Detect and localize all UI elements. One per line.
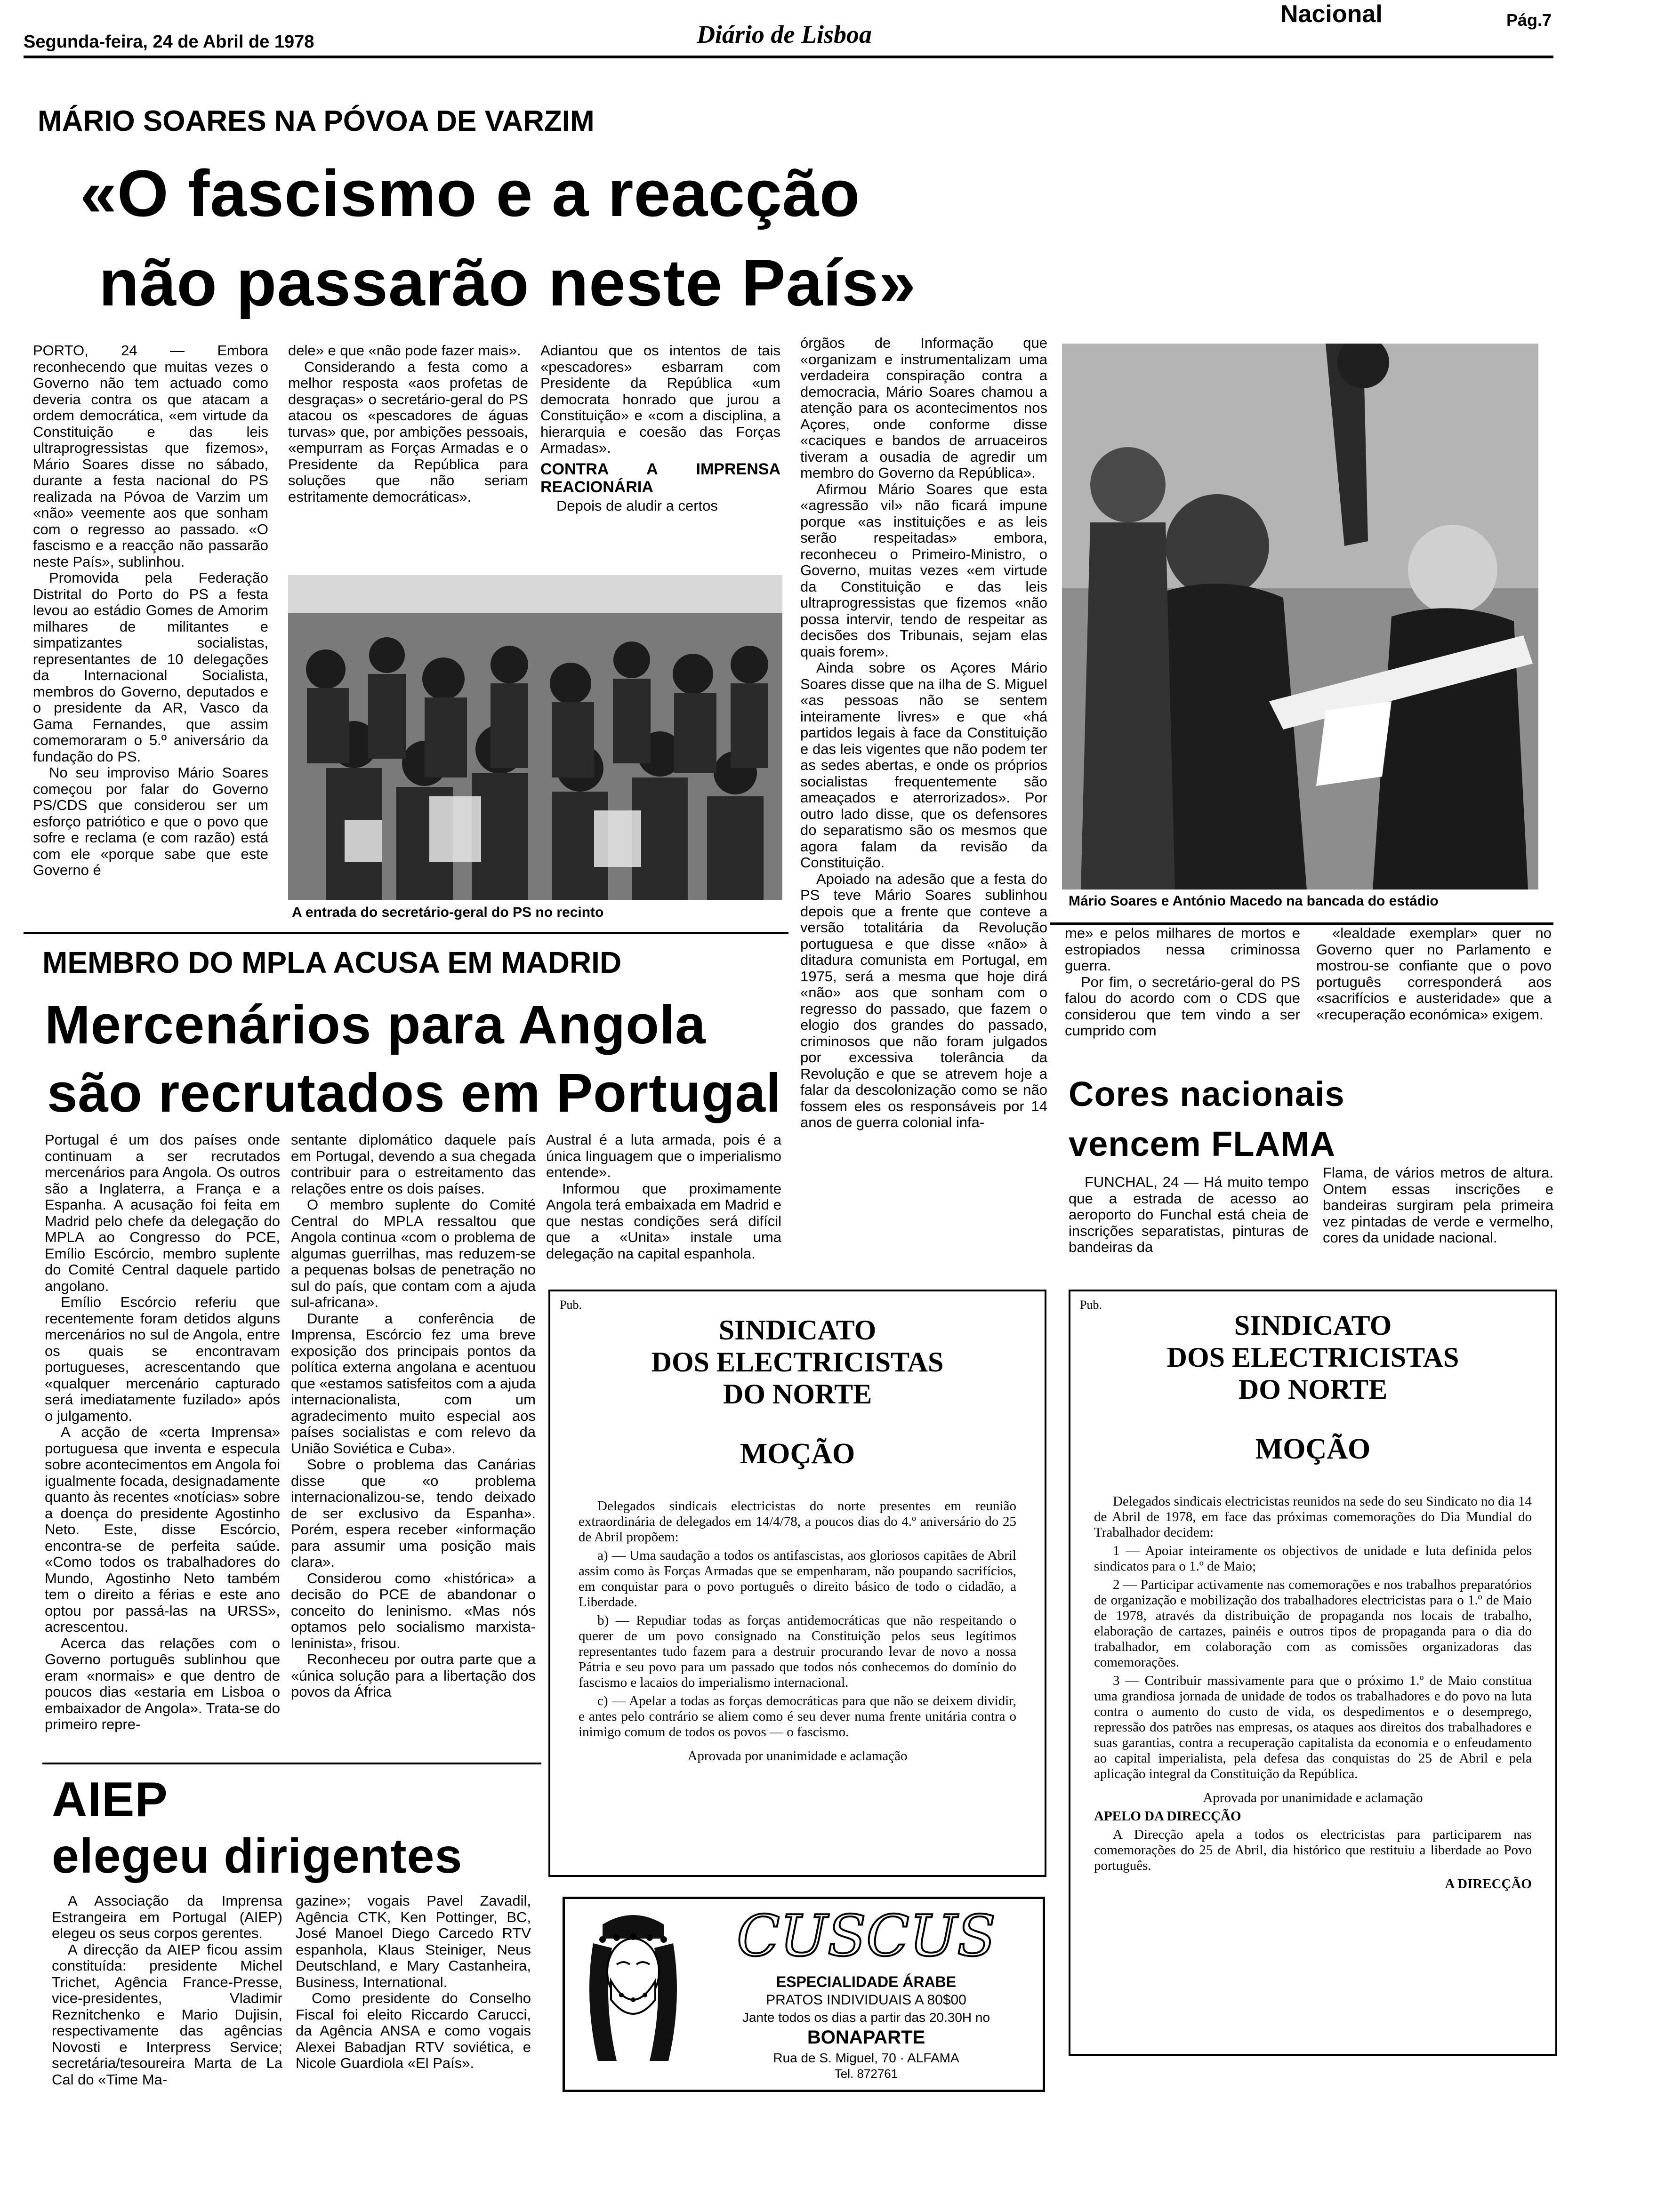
photo-caption: Mário Soares e António Macedo na bancada do estádio xyxy=(1069,893,1439,909)
article-column xyxy=(1316,925,1552,1023)
union-name-line1: SINDICATO xyxy=(1234,1310,1392,1341)
section-divider xyxy=(42,1763,541,1764)
header-rule xyxy=(24,56,1553,58)
article-headline-line1: AIEP xyxy=(52,1772,168,1827)
paragraph: «lealdade exemplar» quer no Governo quer no Parlamento e mostrou-se confiante que o povo português corresponderá aos «sacrifícios e austeridade» que a «recuperação económica» exigem. xyxy=(1316,925,1552,1023)
article-column xyxy=(33,343,268,879)
paragraph: No seu improviso Mário Soares começou por falar do Governo PS/CDS que considerou ser um esforço patriótico e que o povo que sofre e reclama (e com razão) está com ele «porque sabe que este Governo é xyxy=(33,764,268,878)
appeal-text: A Direcção apela a todos os electricistas para participarem nas comemorações do 25 de Abril, dia histórico que restituiu a liberdade ao Povo português. xyxy=(1094,1827,1532,1873)
paragraph: FUNCHAL, 24 — Há muito tempo que a estrada de acesso ao aeroporto do Funchal está cheia de inscrições separatistas, pinturas de bandeiras da xyxy=(1069,1174,1309,1255)
article-column xyxy=(1065,925,1300,1039)
motion-body xyxy=(1094,1494,1532,1895)
article-column xyxy=(1323,1165,1553,1246)
motion-body xyxy=(579,1499,1016,1767)
article-headline-line1: Cores nacionais xyxy=(1069,1074,1345,1114)
masthead: Diário de Lisboa xyxy=(697,20,872,48)
paragraph: 3 — Contribuir massivamente para que o próximo 1.º de Maio constitua uma grandiosa jornada de unidade de todos os trabalhadores e do povo na luta contra o aumento do custo de vida, os despedimentos e o desemprego, repressão dos patrões nas empresas, os ataques aos direitos dos trabalhadores e suas garantias, contra a recuperação capitalista da economia e o enfeudamento ao capital imperialista, pela defesa das conquistas do 25 de Abril e pela aplicação integral da Constituição da República. xyxy=(1094,1673,1532,1781)
article-headline-line2: não passarão neste País» xyxy=(99,246,916,320)
paragraph: Afirmou Mário Soares que esta «agressão vil» não ficará impune porque «as instituições e as leis serão respeitadas» embora, reconheceu o Primeiro-Ministro, o Governo, muitas vezes «em virtude da Constituição e das leis ultraprogressistas que fizemos «não possa intervir, tendo de respeitar as decisões dos Tribunais, sejam elas quais forem». xyxy=(800,481,1047,660)
paragraph: Acerca das relações com o Governo português sublinhou que eram «normais» e que dentro de poucos dias «estaria em Lisboa o embaixador de Angola». Trata-se do primeiro repre- xyxy=(45,1635,280,1732)
paragraph: b) — Repudiar todas as forças antidemocráticas que não respeitando o querer de um povo consignado na Constituição pelos seus legítimos representantes tudo fazem para a destruir procurando levar de novo a nossa Pátria e seu povo para um passado que todos nós conhecemos do domínio do fascismo e lacaios do imperialismo internacional. xyxy=(579,1613,1016,1690)
article-headline-line1: «O fascismo e a reacção xyxy=(80,156,861,230)
approval-note: Aprovada por unanimidade e aclamação xyxy=(1203,1790,1423,1805)
motion-title: MOÇÃO xyxy=(740,1438,855,1470)
article-column xyxy=(1069,1174,1309,1256)
paragraph: Durante a conferência de Imprensa, Escórcio fez uma breve exposição dos principais pontos da política externa angolana e acentuou que «estamos satisfeitos com a ajuda internacionalista, com um agradecimento muito especial aos países socialistas e com relevo da União Soviética e Cuba». xyxy=(291,1310,536,1457)
paragraph: A acção de «certa Imprensa» portuguesa que inventa e especula sobre acontecimentos em Angola foi igualmente focada, designadamente quanto às recentes «notícias» sobre a doença do presidente Agostinho Neto. Este, disse Escórcio, encontra-se de perfeita saúde. «Como todos os trabalhadores do Mundo, Agostinho Neto também tem o direito a férias e este ano optou por passá-las na URSS», acrescentou. xyxy=(45,1424,280,1635)
union-name-line3: DO NORTE xyxy=(723,1378,872,1410)
article-headline-line2: são recrutados em Portugal xyxy=(47,1062,782,1123)
union-name-line1: SINDICATO xyxy=(718,1314,877,1346)
article-headline-line2: elegeu dirigentes xyxy=(52,1829,463,1883)
page-number: Pág.7 xyxy=(1506,10,1552,30)
union-name-line2: DOS ELECTRICISTAS xyxy=(1166,1342,1459,1373)
paragraph: 2 — Participar activamente nas comemorações e nos trabalhos preparatórios de organização e mobilização dos trabalhadores electricistas para o 1.º de Maio de 1978, através da distribuição de propaganda nos locais de trabalho, elaboração de cartazes, painéis e outros tipos de propaganda para o dia do trabalhador, em colaboração com as comissões organizadoras das comemorações. xyxy=(1094,1577,1532,1670)
article-column xyxy=(52,1893,282,2088)
paragraph: Considerou como «histórica» a decisão do PCE de abandonar o conceito do leninismo. «Mas nós optamos pelo socialismo marxista-leninista», frisou. xyxy=(291,1570,536,1651)
price-line: PRATOS INDIVIDUAIS A 80$00 xyxy=(766,1992,966,2008)
paragraph: Informou que proximamente Angola terá embaixada em Madrid e que nestas condições será difícil que a «Unita» instale uma delegação na capital espanhola. xyxy=(546,1180,781,1262)
photo-caption: A entrada do secretário-geral do PS no recinto xyxy=(292,905,604,920)
article-column xyxy=(296,1893,531,2072)
paragraph: O membro suplente do Comité Central do MPLA ressaltou que Angola continua «com o problema de algumas guerrilhas, mas reduzem-se a pequenas bolsas de penetração no sul do país, que contam com a ajuda sul-africana». xyxy=(291,1196,536,1310)
stadium-crowd-photo xyxy=(288,575,782,900)
paragraph: A direcção da AIEP ficou assim constituída: presidente Michel Trichet, Agência France-Presse, vice-presidentes, Vladimir Reznitchenko e Mario Dujisin, respectivamente das agências Novosti e Interpress Service; secretária/tesoureira Marta de La Cal do «Time Ma- xyxy=(52,1941,282,2088)
paragraph: 1 — Apoiar inteiramente os objectivos de unidade e luta definida pelos sindicatos para o 1.º de Maio; xyxy=(1094,1543,1532,1574)
woman-illustration xyxy=(574,1906,692,2082)
article-column xyxy=(800,335,1047,1131)
paragraph: Delegados sindicais electricistas reunidos na sede do seu Sindicato no dia 14 de Abril de 1978, em face das próximas comemorações do Dia Mundial do Trabalhador decidem: xyxy=(1094,1494,1532,1540)
specialty: ESPECIALIDADE ÁRABE xyxy=(776,1973,957,1990)
paragraph: Austral é a luta armada, pois é a única linguagem que o imperialismo entende». xyxy=(546,1131,781,1180)
paragraph: sentante diplomático daquele país em Portugal, devendo a sua chegada contribuir para o estreitamento das relações entre os dois países. xyxy=(291,1131,536,1197)
article-column xyxy=(288,343,528,505)
article-kicker: MEMBRO DO MPLA ACUSA EM MADRID xyxy=(42,946,622,979)
paragraph: me» e pelos milhares de mortos e estropiados nessa criminossa guerra. xyxy=(1065,925,1300,974)
brand-name: CUSCUS xyxy=(736,1904,996,1969)
paragraph: Ainda sobre os Açores Mário Soares disse que na ilha de S. Miguel «as pessoas não se sentem inteiramente livres» e que «há partidos legais à face da Constituição e das leis vigentes que não podem ter as sedes abertas, e onde os próprios socialistas frequentemente são ameaçados e aterrorizados». Por outro lado disse, que os defensores do separatismo são os mesmos que agora falam da revisão da Constituição. xyxy=(800,659,1047,871)
section-divider xyxy=(24,932,788,934)
paragraph: Apoiado na adesão que a festa do PS teve Mário Soares sublinhou depois que a frente que conteve a versão totalitária da Revolução portuguesa e que disse «não» à ditadura comunista em Portugal, em 1975, será a mesma que hoje dirá «não» aos que sonham com o regresso do passado, que fazem o elogio dos grandes do passado, criminosos que não foram julgados por excessiva tolerância da Revolução e que se atrevem hoje a falar da descolonização como se não fossem eles os responsáveis por 14 anos de guerra colonial infa- xyxy=(800,870,1047,1130)
hours-line: Jante todos os dias a partir das 20.30H no xyxy=(742,2010,990,2025)
subheading: CONTRA A IMPRENSA REACIONÁRIA xyxy=(540,460,780,496)
address: Rua de S. Miguel, 70 · ALFAMA xyxy=(773,2051,959,2065)
union-motion-ad xyxy=(548,1290,1046,1877)
paragraph: Considerando a festa como a melhor resposta «aos profetas de desgraças» o secretário-geral do PS atacou os «pescadores de águas turvas» que, por ambições pessoais, «empurram as Forças Armadas e o Presidente da República para soluções que não seriam estritamente democráticas». xyxy=(288,358,528,505)
article-headline-line1: Mercenários para Angola xyxy=(45,994,706,1055)
approval-note: Aprovada por unanimidade e aclamação xyxy=(687,1748,908,1763)
paragraph: A Associação da Imprensa Estrangeira em Portugal (AIEP) elegeu os seus corpos gerentes. xyxy=(52,1892,282,1941)
soares-macedo-photo xyxy=(1062,344,1538,890)
paragraph: c) — Apelar a todas as forças democráticas para que não se deixem dividir, e antes pelo contrário se aliem como é seu dever numa frente unitária contra o inimigo comum de todos os povos — o fascismo. xyxy=(579,1693,1016,1739)
paragraph: Sobre o problema das Canárias disse que «o problema internacionalizou-se, tendo deixado de ser exclusivo da Espanha». Porém, espera receber «informação para assumir uma posição mais clara». xyxy=(291,1456,536,1570)
section-label: Nacional xyxy=(1280,0,1383,28)
paragraph: Adiantou que os intentos de tais «pescadores» esbarram com Presidente da República «um democrata honrado que jurou a Constituição» e «com a disciplina, a hierarquia e coesão das Forças Armadas». xyxy=(540,342,780,456)
union-name-line2: DOS ELECTRICISTAS xyxy=(651,1346,944,1378)
paragraph: Promovida pela Federação Distrital do Porto do PS a festa levou ao estádio Gomes de Amorim milhares de militantes e simpatizantes socialistas, representantes de 10 delegações da Internacional Socialista, membros do Governo, deputados e o presidente da AR, Vasco da Gama Fernandes, que assim comemoraram o 5.º aniversário da fundação do PS. xyxy=(33,569,268,765)
union-motion-ad xyxy=(1069,1290,1557,2056)
paragraph: Flama, de vários metros de altura. Ontem essas inscrições e bandeiras surgiram pela primeira vez pintadas de verde e vermelho, cores da unidade nacional. xyxy=(1323,1164,1553,1246)
union-name-line3: DO NORTE xyxy=(1238,1374,1388,1405)
appeal-title: APELO DA DIRECÇÃO xyxy=(1094,1809,1241,1824)
section-divider xyxy=(1050,922,1553,925)
motion-title: MOÇÃO xyxy=(1255,1433,1371,1465)
pub-label: Pub. xyxy=(1080,1298,1102,1312)
paragraph: Por fim, o secretário-geral do PS falou do acordo com o CDS que considerou que tem vindo a ser cumprido com xyxy=(1065,973,1300,1039)
restaurant-ad xyxy=(563,1897,1045,2092)
article-column xyxy=(546,1132,781,1262)
venue-name: BONAPARTE xyxy=(807,2027,925,2048)
paragraph: Como presidente do Conselho Fiscal foi eleito Riccardo Carucci, da Agência ANSA e como vogais Alexei Babadjan RTV soviética, e Nicole Guardiola «El País». xyxy=(296,1990,531,2071)
paragraph: a) — Uma saudação a todos os antifascistas, aos gloriosos capitães de Abril assim como às Forças Armadas que se empenharam, não poupando sacrifícios, em conquistar para o povo português o direito básico de todo o cidadão, a Liberdade. xyxy=(579,1548,1016,1610)
issue-date: Segunda-feira, 24 de Abril de 1978 xyxy=(24,32,314,52)
article-column xyxy=(291,1132,536,1700)
paragraph: PORTO, 24 — Embora reconhecendo que muitas vezes o Governo não tem actuado como deveria contra os que atacam a ordem democrática, «em virtude da Constituição e das leis ultraprogressistas que fizemos», Mário Soares disse no sábado, durante a festa nacional do PS realizada na Póvoa de Varzim um «não» veemente aos que sonham com o regresso ao passado. «O fascismo e a reacção não passarão neste País», sublinhou. xyxy=(33,342,268,570)
paragraph: dele» e que «não pode fazer mais». xyxy=(288,342,521,359)
paragraph: Reconheceu por outra parte que a «única solução para a libertação dos povos da África xyxy=(291,1651,536,1700)
article-kicker: MÁRIO SOARES NA PÓVOA DE VARZIM xyxy=(38,105,595,137)
signature: A DIRECÇÃO xyxy=(1445,1876,1532,1891)
article-column xyxy=(540,343,780,514)
paragraph: gazine»; vogais Pavel Zavadil, Agência CTK, Ken Pottinger, BC, José Manoel Diego Carcedo RTV espanhola, Klaus Steiniger, Neus Deutschland, e Mary Castanheira, Business, International. xyxy=(296,1892,531,1990)
paragraph: Delegados sindicais electricistas do norte presentes em reunião extraordinária de delegados em 14/4/78, a poucos dias do 4.º aniversário do 25 de Abril propõem: xyxy=(579,1499,1016,1545)
paragraph: órgãos de Informação que «organizam e instrumentalizam uma verdadeira conspiração contra a democracia, Mário Soares chamou a atenção para os acontecimentos nos Açores, onde conforme disse «caciques e bandos de arruaceiros tiveram a ousadia de agredir um membro do Governo da República». xyxy=(800,335,1047,481)
paragraph: Emílio Escórcio referiu que recentemente foram detidos alguns mercenários no sul de Angola, entre os quais se encontravam portugueses, acrescentando que «qualquer mercenário capturado será imediatamente fuzilado» após o julgamento. xyxy=(45,1294,280,1424)
paragraph: Depois de aludir a certos xyxy=(556,497,718,514)
article-headline-line2: vencem FLAMA xyxy=(1069,1124,1336,1163)
pub-label: Pub. xyxy=(560,1298,582,1312)
phone: Tel. 872761 xyxy=(834,2067,898,2081)
article-column xyxy=(45,1132,280,1733)
paragraph: Portugal é um dos países onde continuam a ser recrutados mercenários para Angola. Os outros são a Inglaterra, a França e a Espanha. A acusação foi feita em Madrid pelo chefe da delegação do MPLA ao Congresso do PCE, Emílio Escórcio, membro suplente do Comité Central daquele partido angolano. xyxy=(45,1131,280,1294)
